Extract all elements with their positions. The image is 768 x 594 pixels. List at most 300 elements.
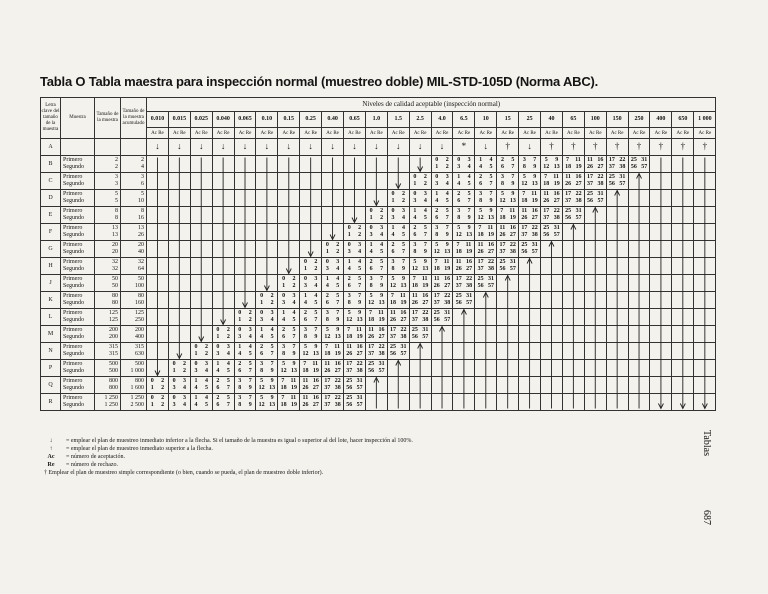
cumulative-size bbox=[121, 156, 147, 173]
sample-size bbox=[95, 139, 121, 156]
ac-value: 4 bbox=[391, 232, 395, 238]
plan-cell bbox=[387, 207, 409, 224]
aql-level: 6.5 bbox=[453, 112, 475, 128]
re-value: 7 bbox=[445, 215, 449, 221]
plan-cell bbox=[475, 360, 497, 377]
ac-re-label: Ac Re bbox=[409, 128, 431, 139]
cumulative-size-line: 125 bbox=[135, 310, 144, 316]
ac-value: 12 bbox=[477, 215, 484, 221]
ac-value: 37 bbox=[324, 385, 331, 391]
sample-size bbox=[95, 224, 121, 241]
re-value: 4 bbox=[292, 300, 296, 306]
re-value: 5 bbox=[489, 164, 493, 170]
arrow-glyph: ↓ bbox=[439, 141, 445, 151]
re-value: 4 bbox=[401, 225, 405, 231]
plan-cell bbox=[694, 241, 716, 258]
ac-re-pair bbox=[475, 174, 496, 181]
ac-value: 6 bbox=[303, 317, 307, 323]
re-value: 4 bbox=[336, 266, 340, 272]
cumulative-size-line: 50 bbox=[138, 276, 144, 282]
re-value: 57 bbox=[641, 164, 648, 170]
ac-re-pair bbox=[344, 242, 365, 249]
re-value: 3 bbox=[226, 344, 230, 350]
ac-re-pair bbox=[453, 181, 474, 188]
ac-re-pair bbox=[344, 259, 365, 266]
ac-re-pair bbox=[344, 232, 365, 239]
cumulative-size-line: 800 bbox=[135, 378, 144, 384]
ac-re-pair bbox=[300, 283, 321, 290]
re-value: 3 bbox=[270, 310, 274, 316]
ac-value: 5 bbox=[260, 395, 264, 401]
plan-cell bbox=[562, 241, 584, 258]
aql-level: 0.40 bbox=[322, 112, 344, 128]
ac-re-pair bbox=[278, 276, 299, 283]
ac-re-label: Ac Re bbox=[606, 128, 628, 139]
plan-cell bbox=[409, 309, 431, 326]
ac-value: 12 bbox=[368, 300, 375, 306]
ac-value: 5 bbox=[347, 310, 351, 316]
re-value: 22 bbox=[575, 191, 582, 197]
code-letter: D bbox=[41, 190, 61, 207]
plan-cell bbox=[256, 326, 278, 343]
plan-cell bbox=[234, 224, 256, 241]
ac-re-pair bbox=[300, 368, 321, 375]
ac-value: 3 bbox=[194, 368, 198, 374]
ac-value: 4 bbox=[194, 402, 198, 408]
sample-name-line: Primero bbox=[63, 191, 83, 197]
ac-re-pair bbox=[169, 395, 190, 402]
re-value: 27 bbox=[488, 249, 495, 255]
plan-cell bbox=[190, 377, 212, 394]
ac-re-pair bbox=[475, 198, 496, 205]
cumulative-size-line: 500 bbox=[135, 361, 144, 367]
ac-re-label: Ac Re bbox=[628, 128, 650, 139]
ac-value: 0 bbox=[260, 310, 264, 316]
plan-cell bbox=[147, 394, 169, 411]
ac-re-pair bbox=[278, 283, 299, 290]
re-value: 27 bbox=[531, 215, 538, 221]
ac-re-label: Ac Re bbox=[694, 128, 716, 139]
re-value: 7 bbox=[270, 351, 274, 357]
cumulative-size-line: 1 000 bbox=[130, 368, 144, 374]
ac-re-label: Ac Re bbox=[234, 128, 256, 139]
re-value: 4 bbox=[204, 378, 208, 384]
plan-cell bbox=[234, 343, 256, 360]
re-value: 7 bbox=[226, 402, 230, 408]
ac-value: 3 bbox=[172, 402, 176, 408]
re-value: 11 bbox=[443, 259, 450, 265]
ac-value: 6 bbox=[479, 181, 483, 187]
re-value: 4 bbox=[358, 249, 362, 255]
ac-value: 1 bbox=[413, 181, 417, 187]
legend-text: = emplear el plan de muestreo inmediato inferior a la flecha. Si el tamaño de la muestra es igual o superior al del lote, hacer inspección al 100%. bbox=[66, 438, 413, 444]
re-value: 22 bbox=[597, 174, 604, 180]
ac-re-pair bbox=[213, 344, 234, 351]
table-row bbox=[41, 173, 716, 190]
plan-cell bbox=[584, 377, 606, 394]
ac-re-pair bbox=[300, 361, 321, 368]
re-value: 5 bbox=[204, 402, 208, 408]
ac-re-pair bbox=[213, 351, 234, 358]
re-value: 13 bbox=[553, 164, 560, 170]
ac-re-pair bbox=[519, 198, 540, 205]
plan-cell bbox=[234, 258, 256, 275]
plan-cell bbox=[168, 326, 190, 343]
re-value: 2 bbox=[401, 198, 405, 204]
sample-size bbox=[95, 360, 121, 377]
ac-re-pair bbox=[475, 215, 496, 222]
plan-cell bbox=[497, 377, 519, 394]
re-value: 57 bbox=[400, 351, 407, 357]
ac-re-pair bbox=[366, 259, 387, 266]
ac-re-pair bbox=[322, 310, 343, 317]
plan-cell bbox=[147, 173, 169, 190]
plan-cell bbox=[212, 394, 234, 411]
ac-value: 26 bbox=[521, 215, 528, 221]
plan-cell bbox=[475, 224, 497, 241]
sample-name-line: Primero bbox=[63, 344, 83, 350]
re-value: 57 bbox=[444, 317, 451, 323]
ac-value: 37 bbox=[433, 300, 440, 306]
ac-re-pair bbox=[191, 368, 212, 375]
ac-value: 1 bbox=[413, 208, 417, 214]
re-value: 7 bbox=[248, 378, 252, 384]
ac-value: 8 bbox=[303, 334, 307, 340]
plan-cell bbox=[541, 275, 563, 292]
ac-re-label: Ac Re bbox=[453, 128, 475, 139]
legend-symbol: Ac bbox=[47, 454, 55, 460]
ac-re-pair bbox=[366, 351, 387, 358]
ac-re-pair bbox=[235, 361, 256, 368]
ac-re-pair bbox=[453, 242, 474, 249]
code-letter: L bbox=[41, 309, 61, 326]
plan-cell bbox=[519, 241, 541, 258]
sample-size-line: 3 bbox=[115, 181, 118, 187]
sample-size-line: 2 bbox=[115, 164, 118, 170]
ac-re-pair bbox=[300, 395, 321, 402]
re-value: 4 bbox=[226, 361, 230, 367]
re-value: 4 bbox=[423, 208, 427, 214]
ac-value: 8 bbox=[238, 385, 242, 391]
ac-re-pair bbox=[453, 198, 474, 205]
plan-cell bbox=[453, 156, 475, 173]
ac-value: 8 bbox=[413, 249, 417, 255]
side-label: Tablas bbox=[701, 430, 712, 456]
ac-value: 2 bbox=[413, 225, 417, 231]
plan-cell bbox=[344, 156, 366, 173]
re-value: 2 bbox=[270, 293, 274, 299]
ac-re-pair bbox=[213, 385, 234, 392]
ac-value: 5 bbox=[500, 191, 504, 197]
sample-size-line: 200 bbox=[109, 334, 118, 340]
ac-value: 26 bbox=[477, 249, 484, 255]
plan-cell bbox=[628, 258, 650, 275]
ac-re-pair bbox=[497, 266, 518, 273]
plan-cell bbox=[344, 190, 366, 207]
re-value: 38 bbox=[575, 198, 582, 204]
plan-cell bbox=[541, 173, 563, 190]
re-value: 7 bbox=[292, 344, 296, 350]
re-value: 4 bbox=[489, 157, 493, 163]
ac-re-pair bbox=[300, 293, 321, 300]
re-value: 31 bbox=[422, 327, 429, 333]
plan-cell bbox=[300, 326, 322, 343]
plan-cell bbox=[278, 377, 300, 394]
re-value: 2 bbox=[314, 266, 318, 272]
ac-re-pair bbox=[432, 310, 453, 317]
sample-size bbox=[95, 394, 121, 411]
plan-cell bbox=[628, 309, 650, 326]
ac-value: 11 bbox=[521, 208, 528, 214]
plan-cell bbox=[431, 156, 453, 173]
sample-size-line: 32 bbox=[112, 266, 118, 272]
re-value: 11 bbox=[378, 310, 384, 316]
arrow-glyph: ↓ bbox=[242, 141, 248, 151]
cumulative-size-line: 1 600 bbox=[130, 385, 144, 391]
ac-re-label: Ac Re bbox=[278, 128, 300, 139]
ac-re-pair bbox=[300, 378, 321, 385]
sample-size-line: 13 bbox=[112, 225, 118, 231]
plan-cell bbox=[387, 241, 409, 258]
plan-cell bbox=[278, 258, 300, 275]
ac-re-pair bbox=[344, 402, 365, 409]
plan-cell bbox=[234, 207, 256, 224]
re-value: 5 bbox=[248, 351, 252, 357]
plan-cell bbox=[475, 343, 497, 360]
re-value: 2 bbox=[423, 174, 427, 180]
arrow-glyph: ↓ bbox=[155, 141, 160, 151]
re-value: 9 bbox=[401, 266, 405, 272]
ac-re-pair bbox=[563, 174, 584, 181]
ac-re-pair bbox=[563, 208, 584, 215]
ac-re-label: Ac Re bbox=[562, 128, 584, 139]
ac-value: 0 bbox=[347, 242, 351, 248]
ac-value: 7 bbox=[522, 191, 526, 197]
plan-cell bbox=[256, 139, 278, 156]
re-value: 22 bbox=[488, 259, 495, 265]
plan-cell bbox=[300, 377, 322, 394]
arrow-glyph: † bbox=[571, 141, 576, 151]
ac-re-label: Ac Re bbox=[256, 128, 278, 139]
ac-re-pair bbox=[541, 174, 562, 181]
ac-re-pair bbox=[541, 225, 562, 232]
plan-cell bbox=[387, 394, 409, 411]
ac-re-pair bbox=[344, 334, 365, 341]
plan-cell bbox=[628, 394, 650, 411]
ac-re-pair bbox=[322, 249, 343, 256]
sample-size-line: 8 bbox=[115, 215, 118, 221]
plan-cell bbox=[234, 292, 256, 309]
ac-value: 18 bbox=[543, 181, 550, 187]
ac-value: 6 bbox=[391, 249, 395, 255]
ac-value: 37 bbox=[543, 215, 550, 221]
ac-re-pair bbox=[256, 385, 277, 392]
re-value: 4 bbox=[270, 317, 274, 323]
plan-cell bbox=[541, 377, 563, 394]
ac-re-pair bbox=[497, 174, 518, 181]
ac-value: 11 bbox=[390, 310, 396, 316]
ac-re-label: Ac Re bbox=[387, 128, 409, 139]
ac-value: 3 bbox=[457, 208, 461, 214]
ac-value: 8 bbox=[282, 351, 286, 357]
ac-value: 7 bbox=[544, 174, 548, 180]
ac-re-pair bbox=[475, 208, 496, 215]
plan-cell bbox=[300, 139, 322, 156]
plan-cell bbox=[694, 309, 716, 326]
plan-cell bbox=[190, 224, 212, 241]
ac-value: 7 bbox=[347, 327, 351, 333]
ac-value: 25 bbox=[411, 327, 418, 333]
plan-cell bbox=[672, 394, 694, 411]
plan-cell bbox=[278, 275, 300, 292]
ac-re-pair bbox=[432, 266, 453, 273]
table-row bbox=[41, 207, 716, 224]
ac-value: 6 bbox=[282, 334, 286, 340]
cumulative-size-line: 200 bbox=[135, 327, 144, 333]
ac-value: 1 bbox=[325, 249, 329, 255]
plan-cell bbox=[190, 156, 212, 173]
plan-cell bbox=[694, 190, 716, 207]
plan-cell bbox=[694, 156, 716, 173]
plan-cell bbox=[256, 224, 278, 241]
re-value: 11 bbox=[290, 395, 297, 401]
cumulative-size bbox=[121, 394, 147, 411]
ac-value: 8 bbox=[479, 198, 483, 204]
sample-size bbox=[95, 275, 121, 292]
ac-value: 0 bbox=[194, 344, 198, 350]
plan-cell bbox=[387, 258, 409, 275]
ac-re-pair bbox=[453, 259, 474, 266]
plan-cell bbox=[344, 309, 366, 326]
ac-value: 12 bbox=[390, 283, 397, 289]
re-value: 4 bbox=[204, 368, 208, 374]
ac-re-pair bbox=[278, 351, 299, 358]
ac-value: 1 bbox=[238, 344, 242, 350]
plan-cell bbox=[694, 343, 716, 360]
ac-re-pair bbox=[213, 402, 234, 409]
ac-re-pair bbox=[235, 327, 256, 334]
re-value: 2 bbox=[226, 334, 230, 340]
legend-text: = emplear el plan de muestreo inmediato superior a la flecha. bbox=[66, 446, 213, 452]
ac-re-pair bbox=[322, 300, 343, 307]
cumulative-size bbox=[121, 241, 147, 258]
cumulative-size bbox=[121, 207, 147, 224]
code-letter: M bbox=[41, 326, 61, 343]
plan-cell bbox=[650, 258, 672, 275]
re-value: 4 bbox=[445, 191, 449, 197]
ac-re-pair bbox=[322, 402, 343, 409]
re-value: 7 bbox=[533, 157, 537, 163]
ac-value: 6 bbox=[500, 164, 504, 170]
ac-re-pair bbox=[344, 378, 365, 385]
re-value: 16 bbox=[444, 276, 451, 282]
re-value: 9 bbox=[380, 293, 384, 299]
arrow-glyph: † bbox=[593, 141, 598, 151]
plan-cell bbox=[694, 258, 716, 275]
ac-value: 0 bbox=[435, 174, 439, 180]
plan-cell bbox=[256, 292, 278, 309]
ac-value: 25 bbox=[499, 259, 506, 265]
plan-cell bbox=[168, 394, 190, 411]
plan-cell bbox=[322, 275, 344, 292]
re-value: 16 bbox=[466, 259, 473, 265]
plan-cell bbox=[256, 241, 278, 258]
re-value: 38 bbox=[422, 317, 429, 323]
ac-re-pair bbox=[497, 208, 518, 215]
re-value: 9 bbox=[423, 249, 427, 255]
sample-size-line: 80 bbox=[112, 293, 118, 299]
cumulative-size-line: 250 bbox=[135, 317, 144, 323]
plan-cell bbox=[322, 207, 344, 224]
table-row bbox=[41, 343, 716, 360]
plan-cell bbox=[562, 343, 584, 360]
ac-value: 56 bbox=[346, 402, 353, 408]
plan-cell bbox=[168, 292, 190, 309]
ac-value: 3 bbox=[435, 181, 439, 187]
plan-cell bbox=[541, 224, 563, 241]
table-row bbox=[41, 258, 716, 275]
plan-cell bbox=[190, 326, 212, 343]
cumulative-size-line: 160 bbox=[135, 300, 144, 306]
ac-re-pair bbox=[344, 385, 365, 392]
re-value: 27 bbox=[422, 300, 429, 306]
ac-value: 2 bbox=[216, 395, 220, 401]
ac-re-pair bbox=[497, 242, 518, 249]
re-value: 19 bbox=[291, 402, 297, 408]
plan-cell bbox=[409, 156, 431, 173]
re-value: 31 bbox=[378, 361, 385, 367]
plan-cell bbox=[322, 394, 344, 411]
cumulative-size-line: 26 bbox=[138, 232, 144, 238]
plan-cell bbox=[628, 326, 650, 343]
re-value: 22 bbox=[509, 242, 516, 248]
cumulative-header: Tamaño de la muestra acumulado bbox=[121, 98, 147, 139]
re-value: 2 bbox=[358, 225, 362, 231]
code-letter: P bbox=[41, 360, 61, 377]
ac-value: 7 bbox=[565, 157, 569, 163]
re-value: 27 bbox=[466, 266, 473, 272]
code-letter: J bbox=[41, 275, 61, 292]
plan-cell bbox=[497, 292, 519, 309]
code-letter: A bbox=[41, 139, 61, 156]
sample-size bbox=[95, 326, 121, 343]
ac-re-pair bbox=[497, 164, 518, 171]
ac-value: 18 bbox=[433, 266, 440, 272]
sample-name-line: Segundo bbox=[63, 385, 84, 391]
plan-cell bbox=[497, 258, 519, 275]
plan-cell bbox=[453, 139, 475, 156]
re-value: 5 bbox=[467, 181, 471, 187]
ac-value: 17 bbox=[324, 395, 331, 401]
re-value: 38 bbox=[597, 181, 604, 187]
re-value: 3 bbox=[358, 242, 362, 248]
ac-re-pair bbox=[388, 351, 409, 358]
cumulative-size bbox=[121, 275, 147, 292]
re-value: 16 bbox=[334, 361, 341, 367]
re-value: 22 bbox=[531, 225, 538, 231]
plan-cell bbox=[541, 394, 563, 411]
plan-cell bbox=[322, 241, 344, 258]
ac-re-pair bbox=[322, 361, 343, 368]
ac-re-pair bbox=[344, 361, 365, 368]
plan-cell bbox=[584, 156, 606, 173]
re-value: 11 bbox=[487, 225, 494, 231]
ac-re-pair bbox=[256, 361, 277, 368]
plan-cell bbox=[606, 326, 628, 343]
sample-name-line: Segundo bbox=[63, 317, 84, 323]
ac-value: 18 bbox=[346, 334, 353, 340]
ac-re-pair bbox=[453, 266, 474, 273]
